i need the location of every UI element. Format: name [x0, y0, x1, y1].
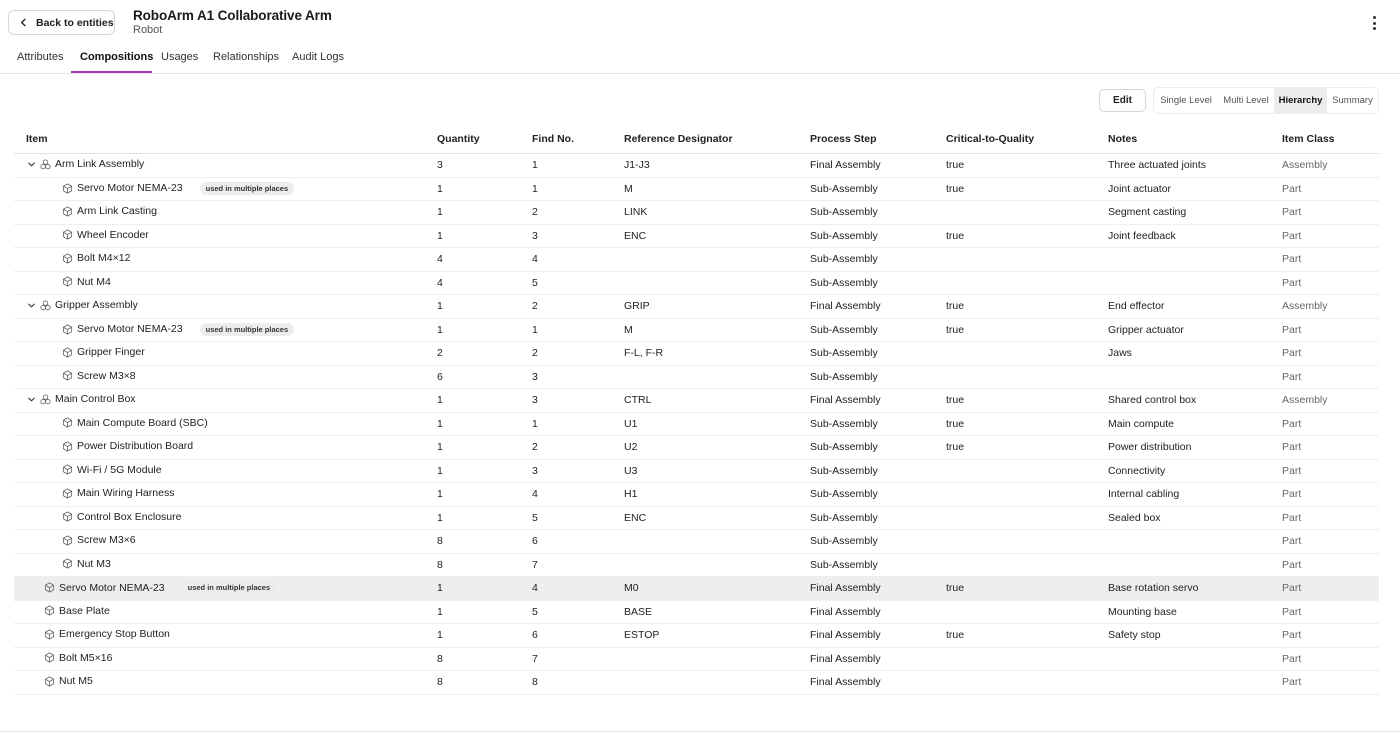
cell-quantity: 1	[437, 511, 443, 524]
cell-item-class: Assembly	[1282, 394, 1328, 406]
part-icon	[44, 605, 55, 616]
table-row[interactable]	[14, 483, 1379, 507]
cell-process-step: Sub-Assembly	[810, 417, 878, 430]
cell-item-class: Part	[1282, 511, 1302, 524]
cell-quantity: 6	[437, 370, 443, 383]
cell-process-step: Final Assembly	[810, 300, 881, 312]
part-icon	[62, 511, 73, 522]
assembly-icon	[40, 300, 51, 311]
edit-button[interactable]: Edit	[1099, 89, 1146, 112]
table-row[interactable]	[14, 671, 1379, 695]
view-hierarchy[interactable]: Hierarchy	[1274, 88, 1327, 113]
cell-process-step: Final Assembly	[810, 582, 881, 594]
table-row[interactable]	[14, 201, 1379, 225]
table-row[interactable]	[14, 154, 1379, 178]
cell-process-step: Sub-Assembly	[810, 558, 878, 571]
cell-item-class: Assembly	[1282, 159, 1328, 171]
cell-critical-to-quality: true	[946, 182, 965, 195]
part-icon	[44, 582, 55, 593]
cell-reference-designator: ENC	[624, 511, 647, 524]
used-in-multiple-places-badge: used in multiple places	[200, 323, 295, 336]
cell-process-step: Final Assembly	[810, 676, 881, 688]
cell-process-step: Sub-Assembly	[810, 276, 878, 289]
assembly-icon	[40, 159, 51, 170]
item-name[interactable]: Nut M3	[77, 557, 111, 570]
cell-quantity: 8	[437, 535, 443, 547]
cell-item-class: Part	[1282, 558, 1302, 571]
cell-critical-to-quality: true	[946, 229, 965, 242]
cell-reference-designator: F-L, F-R	[624, 347, 664, 359]
column-header-notes[interactable]: Notes	[1108, 133, 1138, 145]
table-row[interactable]	[14, 507, 1379, 531]
part-icon	[62, 324, 73, 335]
table-row[interactable]	[14, 530, 1379, 554]
assembly-icon	[40, 394, 51, 405]
item-name[interactable]: Main Wiring Harness	[77, 487, 175, 499]
cell-item-class: Part	[1282, 652, 1302, 665]
cell-item	[62, 370, 136, 382]
cell-find-no: 5	[532, 511, 538, 524]
cell-item-class: Part	[1282, 370, 1302, 383]
cell-item	[62, 205, 157, 217]
view-summary[interactable]: Summary	[1332, 95, 1373, 106]
cell-item	[62, 229, 149, 241]
bottom-divider	[0, 731, 1400, 732]
cell-reference-designator: M	[624, 323, 633, 336]
cell-process-step: Final Assembly	[810, 652, 881, 665]
table-row[interactable]	[14, 342, 1379, 366]
cell-process-step: Sub-Assembly	[810, 441, 878, 453]
cell-quantity: 1	[437, 605, 443, 618]
table-row[interactable]	[14, 436, 1379, 460]
cell-quantity: 1	[437, 394, 443, 406]
chevron-left-icon	[19, 18, 28, 27]
table-row[interactable]	[14, 601, 1379, 625]
cell-item-class: Part	[1282, 605, 1302, 618]
page-header	[0, 0, 1400, 44]
cell-notes: Sealed box	[1108, 511, 1161, 524]
cell-reference-designator: LINK	[624, 206, 648, 218]
item-name[interactable]: Screw M3×8	[77, 369, 136, 382]
cell-find-no: 5	[532, 605, 538, 618]
cell-notes: Joint feedback	[1108, 229, 1176, 242]
cell-reference-designator: J1-J3	[624, 159, 650, 171]
cell-item	[62, 252, 130, 264]
part-icon	[62, 370, 73, 381]
more-options-icon[interactable]	[1366, 14, 1382, 32]
table-row[interactable]	[14, 577, 1379, 601]
tab-usages[interactable]: Usages	[161, 51, 199, 63]
cell-item-class: Part	[1282, 323, 1302, 336]
cell-item-class: Part	[1282, 206, 1302, 218]
cell-notes: End effector	[1108, 300, 1165, 312]
item-name[interactable]: Power Distribution Board	[77, 440, 194, 452]
view-multi-level[interactable]: Multi Level	[1223, 95, 1269, 106]
cell-item-class: Part	[1282, 535, 1302, 547]
cell-quantity: 1	[437, 464, 443, 477]
cell-find-no: 7	[532, 558, 538, 571]
item-name[interactable]: Control Box Enclosure	[77, 510, 182, 523]
column-header-critical-to-quality[interactable]: Critical-to-Quality	[946, 133, 1035, 145]
cell-notes: Connectivity	[1108, 464, 1166, 477]
cell-item-class: Part	[1282, 253, 1302, 265]
cell-quantity: 1	[437, 206, 443, 218]
item-name[interactable]: Gripper Finger	[77, 346, 145, 358]
cell-process-step: Final Assembly	[810, 394, 881, 406]
cell-process-step: Final Assembly	[810, 159, 881, 171]
cell-item	[44, 652, 112, 664]
cell-reference-designator: ENC	[624, 229, 647, 242]
cell-notes: Three actuated joints	[1108, 159, 1207, 171]
back-to-entities-button[interactable]	[8, 10, 115, 35]
table-row[interactable]	[14, 366, 1379, 390]
cell-process-step: Sub-Assembly	[810, 488, 878, 500]
cell-critical-to-quality: true	[946, 300, 965, 312]
tab-relationships[interactable]: Relationships	[213, 51, 280, 63]
cell-item-class: Part	[1282, 464, 1302, 477]
cell-reference-designator: U3	[624, 464, 638, 477]
page-subtitle: Robot	[133, 24, 163, 36]
table-row[interactable]	[14, 624, 1379, 648]
column-header-process-step[interactable]: Process Step	[810, 133, 877, 145]
cell-process-step: Sub-Assembly	[810, 323, 878, 336]
cell-reference-designator: GRIP	[624, 300, 650, 312]
table-row[interactable]	[14, 554, 1379, 578]
table-row[interactable]	[14, 319, 1379, 343]
cell-find-no: 1	[532, 417, 538, 430]
table-row[interactable]	[14, 460, 1379, 484]
view-single-level[interactable]: Single Level	[1160, 95, 1212, 106]
cell-find-no: 2	[532, 441, 538, 453]
item-name[interactable]: Servo Motor NEMA-23	[77, 323, 183, 335]
page-title: RoboArm A1 Collaborative Arm	[133, 8, 332, 23]
cell-process-step: Sub-Assembly	[810, 347, 878, 359]
cell-find-no: 5	[532, 276, 538, 289]
cell-find-no: 6	[532, 629, 538, 641]
table-header	[14, 124, 1379, 154]
cell-find-no: 3	[532, 394, 538, 406]
cell-item-class: Part	[1282, 417, 1302, 430]
table-row[interactable]	[14, 295, 1379, 319]
chevron-down-icon[interactable]	[26, 394, 36, 404]
item-name[interactable]: Arm Link Casting	[77, 205, 157, 217]
cell-notes: Segment casting	[1108, 206, 1187, 218]
item-name[interactable]: Screw M3×6	[77, 534, 136, 546]
cell-item	[44, 628, 170, 640]
cell-critical-to-quality: true	[946, 441, 965, 453]
cell-notes: Joint actuator	[1108, 182, 1172, 195]
cell-item	[62, 182, 294, 195]
cell-item-class: Part	[1282, 276, 1302, 289]
cell-find-no: 1	[532, 182, 538, 195]
tab-attributes[interactable]: Attributes	[17, 51, 64, 63]
cell-find-no: 3	[532, 229, 538, 242]
chevron-down-icon[interactable]	[26, 159, 36, 169]
item-name[interactable]: Wheel Encoder	[77, 228, 149, 241]
cell-quantity: 1	[437, 323, 443, 336]
cell-find-no: 1	[532, 323, 538, 336]
used-in-multiple-places-badge: used in multiple places	[182, 581, 277, 594]
tab-audit-logs[interactable]: Audit Logs	[292, 51, 344, 63]
table-row[interactable]	[14, 413, 1379, 437]
cell-find-no: 2	[532, 347, 538, 359]
item-name[interactable]: Servo Motor NEMA-23	[59, 581, 165, 594]
item-name[interactable]: Bolt M4×12	[77, 252, 131, 264]
cell-find-no: 8	[532, 676, 538, 688]
cell-item-class: Part	[1282, 182, 1302, 195]
cell-item-class: Part	[1282, 347, 1302, 359]
cell-item	[44, 581, 276, 594]
cell-item	[62, 487, 174, 499]
part-icon	[62, 558, 73, 569]
cell-item-class: Part	[1282, 582, 1302, 594]
cell-quantity: 3	[437, 159, 443, 171]
cell-item	[62, 440, 193, 452]
cell-item	[62, 323, 294, 336]
cell-item	[62, 417, 208, 429]
item-name[interactable]: Main Control Box	[55, 393, 136, 405]
part-icon	[62, 206, 73, 217]
used-in-multiple-places-badge: used in multiple places	[200, 182, 295, 195]
part-icon	[62, 183, 73, 194]
part-icon	[44, 676, 55, 687]
cell-item-class: Part	[1282, 676, 1302, 688]
cell-notes: Shared control box	[1108, 394, 1197, 406]
cell-item	[44, 605, 110, 617]
view-mode-switcher	[1153, 87, 1379, 114]
part-icon	[62, 347, 73, 358]
item-name[interactable]: Nut M5	[59, 675, 93, 687]
table-row[interactable]	[14, 225, 1379, 249]
cell-critical-to-quality: true	[946, 159, 965, 171]
cell-reference-designator: U1	[624, 417, 638, 430]
cell-find-no: 3	[532, 370, 538, 383]
cell-process-step: Sub-Assembly	[810, 535, 878, 547]
cell-reference-designator: H1	[624, 488, 638, 500]
cell-item-class: Part	[1282, 488, 1302, 500]
cell-item	[26, 158, 144, 170]
cell-process-step: Sub-Assembly	[810, 253, 878, 265]
cell-reference-designator: BASE	[624, 605, 653, 618]
item-name[interactable]: Base Plate	[59, 604, 110, 617]
cell-quantity: 1	[437, 229, 443, 242]
table-row[interactable]	[14, 272, 1379, 296]
cell-item-class: Assembly	[1282, 300, 1328, 312]
cell-process-step: Sub-Assembly	[810, 182, 878, 195]
cell-find-no: 2	[532, 206, 538, 218]
cell-process-step: Sub-Assembly	[810, 229, 878, 242]
cell-reference-designator: ESTOP	[624, 629, 660, 641]
table-row[interactable]	[14, 178, 1379, 202]
cell-notes: Safety stop	[1108, 629, 1161, 641]
cell-item	[44, 675, 93, 687]
cell-notes: Base rotation servo	[1108, 582, 1199, 594]
cell-notes: Jaws	[1108, 347, 1132, 359]
part-icon	[62, 464, 73, 475]
tab-bar	[0, 44, 1400, 74]
cell-reference-designator: M	[624, 182, 633, 195]
cell-item	[62, 346, 145, 358]
cell-critical-to-quality: true	[946, 417, 965, 430]
cell-item	[62, 464, 162, 476]
column-header-item[interactable]: Item	[26, 133, 48, 145]
cell-reference-designator: CTRL	[624, 394, 652, 406]
cell-quantity: 1	[437, 417, 443, 430]
part-icon	[44, 652, 55, 663]
cell-item	[26, 393, 136, 405]
cell-notes: Main compute	[1108, 417, 1174, 430]
item-name[interactable]: Wi-Fi / 5G Module	[77, 463, 162, 476]
cell-quantity: 4	[437, 253, 443, 265]
part-icon	[44, 629, 55, 640]
cell-item	[62, 511, 181, 523]
cell-process-step: Sub-Assembly	[810, 511, 878, 524]
item-name[interactable]: Nut M4	[77, 275, 111, 288]
cell-reference-designator: U2	[624, 441, 638, 453]
item-name[interactable]: Servo Motor NEMA-23	[77, 182, 183, 194]
cell-process-step: Final Assembly	[810, 605, 881, 618]
cell-quantity: 1	[437, 629, 443, 641]
cell-reference-designator: M0	[624, 582, 639, 594]
column-header-quantity[interactable]: Quantity	[437, 133, 480, 145]
cell-critical-to-quality: true	[946, 394, 965, 406]
part-icon	[62, 535, 73, 546]
cell-quantity: 1	[437, 441, 443, 453]
item-name[interactable]: Arm Link Assembly	[55, 158, 145, 170]
cell-quantity: 8	[437, 652, 443, 665]
part-icon	[62, 229, 73, 240]
part-icon	[62, 253, 73, 264]
cell-process-step: Sub-Assembly	[810, 206, 878, 218]
cell-process-step: Sub-Assembly	[810, 464, 878, 477]
tab-compositions[interactable]: Compositions	[80, 51, 154, 63]
cell-find-no: 4	[532, 582, 538, 594]
part-icon	[62, 488, 73, 499]
cell-find-no: 6	[532, 535, 538, 547]
cell-item-class: Part	[1282, 229, 1302, 242]
cell-critical-to-quality: true	[946, 629, 965, 641]
cell-process-step: Sub-Assembly	[810, 370, 878, 383]
cell-item	[26, 299, 138, 311]
cell-critical-to-quality: true	[946, 323, 965, 336]
cell-critical-to-quality: true	[946, 582, 965, 594]
cell-find-no: 1	[532, 159, 538, 171]
cell-quantity: 8	[437, 558, 443, 571]
cell-item	[62, 276, 111, 288]
column-header-reference-designator[interactable]: Reference Designator	[624, 133, 733, 145]
cell-quantity: 8	[437, 676, 443, 688]
cell-notes: Mounting base	[1108, 605, 1177, 618]
cell-find-no: 2	[532, 300, 538, 312]
cell-quantity: 1	[437, 182, 443, 195]
cell-item-class: Part	[1282, 629, 1302, 641]
column-header-item-class[interactable]: Item Class	[1282, 133, 1335, 145]
cell-item-class: Part	[1282, 441, 1302, 453]
item-name[interactable]: Emergency Stop Button	[59, 628, 170, 640]
chevron-down-icon[interactable]	[26, 300, 36, 310]
column-header-find-no[interactable]: Find No.	[532, 133, 574, 145]
cell-notes: Power distribution	[1108, 441, 1192, 453]
part-icon	[62, 276, 73, 287]
cell-quantity: 1	[437, 488, 443, 500]
cell-quantity: 1	[437, 300, 443, 312]
item-name[interactable]: Main Compute Board (SBC)	[77, 416, 208, 429]
table-row[interactable]	[14, 389, 1379, 413]
cell-item	[62, 558, 111, 570]
cell-process-step: Final Assembly	[810, 629, 881, 641]
cell-quantity: 2	[437, 347, 443, 359]
table-row[interactable]	[14, 648, 1379, 672]
cell-notes: Internal cabling	[1108, 488, 1180, 500]
cell-find-no: 3	[532, 464, 538, 477]
active-tab-indicator	[71, 71, 152, 73]
cell-find-no: 4	[532, 253, 538, 265]
table-row[interactable]	[14, 248, 1379, 272]
item-name[interactable]: Bolt M5×16	[59, 651, 113, 664]
cell-quantity: 1	[437, 582, 443, 594]
back-to-entities-label: Back to entities	[36, 16, 114, 29]
part-icon	[62, 417, 73, 428]
item-name[interactable]: Gripper Assembly	[55, 299, 138, 311]
part-icon	[62, 441, 73, 452]
cell-find-no: 7	[532, 652, 538, 665]
cell-find-no: 4	[532, 488, 538, 500]
cell-notes: Gripper actuator	[1108, 323, 1184, 336]
cell-quantity: 4	[437, 276, 443, 289]
cell-item	[62, 534, 136, 546]
